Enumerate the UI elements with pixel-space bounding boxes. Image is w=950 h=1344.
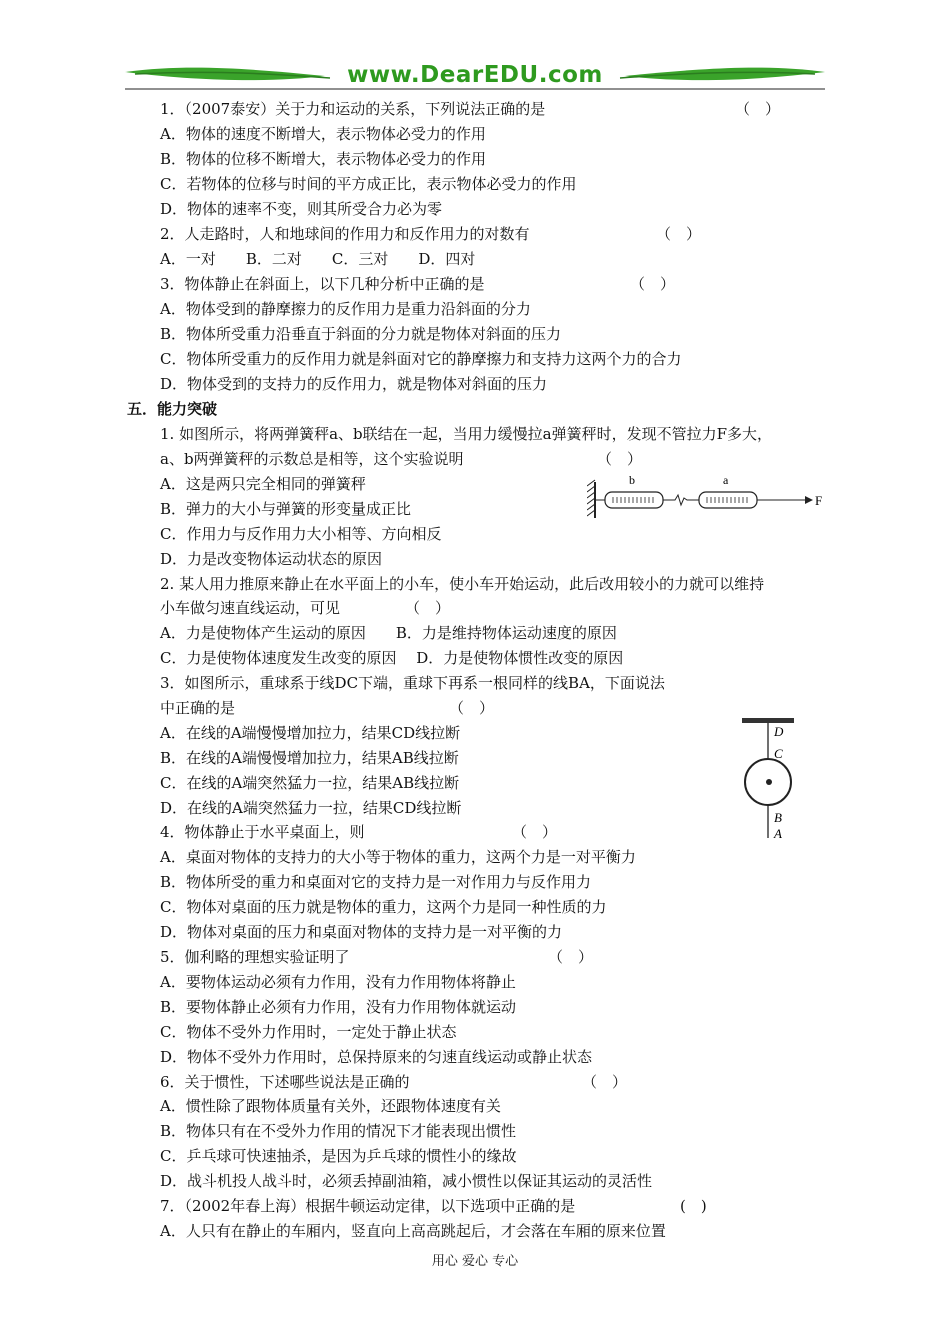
text-line: 中正确的是 xyxy=(160,699,236,717)
text-line: A．在线的A端慢慢增加拉力，结果CD线拉断 xyxy=(160,724,461,742)
text-line: 1．（2007泰安）关于力和运动的关系，下列说法正确的是 xyxy=(160,100,546,118)
answer-bracket: （ ） xyxy=(597,450,643,468)
spring-label-a: a xyxy=(723,473,729,487)
string-label-d: D xyxy=(774,724,784,739)
text-line: C．作用力与反作用力大小相等、方向相反 xyxy=(160,525,442,543)
text-line: C．若物体的位移与时间的平方成正比，表示物体必受力的作用 xyxy=(160,175,577,193)
force-label-f: F xyxy=(815,493,823,508)
text-line: D．物体受到的支持力的反作用力，就是物体对斜面的压力 xyxy=(160,375,548,393)
text-line: D．力是改变物体运动状态的原因 xyxy=(160,550,383,568)
text-line: B．在线的A端慢慢增加拉力，结果AB线拉断 xyxy=(160,749,459,767)
text-line: A．桌面对物体的支持力的大小等于物体的重力，这两个力是一对平衡力 xyxy=(160,848,636,866)
answer-bracket: （ ） xyxy=(735,100,781,118)
text-line: 3．如图所示，重球系于线DC下端，重球下再系一根同样的线BA，下面说法 xyxy=(160,674,665,692)
text-line: D．物体的速率不变，则其所受合力必为零 xyxy=(160,200,443,218)
text-line: C．力是使物体速度发生改变的原因 D．力是使物体惯性改变的原因 xyxy=(160,649,624,667)
string-label-c: C xyxy=(774,746,783,761)
text-line: C．物体对桌面的压力就是物体的重力，这两个力是同一种性质的力 xyxy=(160,898,607,916)
text-line: A．物体的速度不断增大，表示物体必受力的作用 xyxy=(160,125,486,143)
string-label-a: A xyxy=(774,826,782,841)
answer-bracket: （ ） xyxy=(656,225,702,243)
text-line: 6．关于惯性，下述哪些说法是正确的 xyxy=(160,1073,410,1091)
text-line: C．在线的A端突然猛力一拉，结果AB线拉断 xyxy=(160,774,460,792)
answer-bracket: （ ） xyxy=(449,699,495,717)
answer-bracket: （ ） xyxy=(512,823,558,841)
text-line: A．惯性除了跟物体质量有关外，还跟物体速度有关 xyxy=(160,1097,501,1115)
text-line: 5．伽利略的理想实验证明了 xyxy=(160,948,350,966)
text-line: D．在线的A端突然猛力一拉，结果CD线拉断 xyxy=(160,799,462,817)
text-line: A．人只有在静止的车厢内，竖直向上高高跳起后，才会落在车厢的原来位置 xyxy=(160,1222,666,1240)
text-line: a、b两弹簧秤的示数总是相等，这个实验说明 xyxy=(160,450,464,468)
page-footer: 用心 爱心 专心 xyxy=(431,1254,519,1269)
text-line: B．物体所受重力沿垂直于斜面的分力就是物体对斜面的压力 xyxy=(160,325,562,343)
string-label-b: B xyxy=(774,810,782,825)
text-line: B．物体所受的重力和桌面对它的支持力是一对作用力与反作用力 xyxy=(160,873,592,891)
text-line: A．一对 B．二对 C．三对 D．四对 xyxy=(160,250,476,268)
text-line: A．这是两只完全相同的弹簧秤 xyxy=(160,475,366,493)
text-line: B．物体只有在不受外力作用的情况下才能表现出惯性 xyxy=(160,1122,517,1140)
text-line: B．物体的位移不断增大，表示物体必受力的作用 xyxy=(160,150,487,168)
answer-bracket: （ ） xyxy=(630,275,676,293)
page-header xyxy=(125,60,825,94)
text-line: B．弹力的大小与弹簧的形变量成正比 xyxy=(160,500,412,518)
site-url: www.DearEDU.com xyxy=(347,62,603,88)
text-line: D．物体对桌面的压力和桌面对物体的支持力是一对平衡的力 xyxy=(160,923,563,941)
text-line: A．物体受到的静摩擦力的反作用力是重力沿斜面的分力 xyxy=(160,300,531,318)
text-line: 小车做匀速直线运动，可见 xyxy=(160,599,341,617)
answer-bracket: （ ） xyxy=(405,599,451,617)
text-line: D．物体不受外力作用时，总保持原来的匀速直线运动或静止状态 xyxy=(160,1048,593,1066)
text-line: B．要物体静止必须有力作用，没有力作用物体就运动 xyxy=(160,998,517,1016)
text-line: C．物体不受外力作用时，一定处于静止状态 xyxy=(160,1023,457,1041)
text-line: C．乒乓球可快速抽杀，是因为乒乓球的惯性小的缘故 xyxy=(160,1147,517,1165)
text-line: D．战斗机投人战斗时，必须丢掉副油箱，减小惯性以保证其运动的灵活性 xyxy=(160,1172,653,1190)
answer-bracket: （ ） xyxy=(582,1073,628,1091)
section-heading: 五．能力突破 xyxy=(127,400,218,418)
text-line: 4．物体静止于水平桌面上，则 xyxy=(160,823,365,841)
text-line: 7．（2002年春上海）根据牛顿运动定律，以下选项中正确的是 xyxy=(160,1197,576,1215)
text-line: 3．物体静止在斜面上，以下几种分析中正确的是 xyxy=(160,275,485,293)
text-line: A．力是使物体产生运动的原因 B．力是维持物体运动速度的原因 xyxy=(160,624,617,642)
text-line: 2. 某人用力推原来静止在水平面上的小车，使小车开始运动，此后改用较小的力就可以维持 xyxy=(160,575,765,593)
spring-label-b: b xyxy=(629,473,635,487)
hanging-ball-figure xyxy=(738,712,808,842)
text-line: 1. 如图所示，将两弹簧秤a、b联结在一起，当用力缓慢拉a弹簧秤时，发现不管拉力F多大， xyxy=(160,425,772,443)
text-line: A．要物体运动必须有力作用，没有力作用物体将静止 xyxy=(160,973,516,991)
text-line: C．物体所受重力的反作用力就是斜面对它的静摩擦力和支持力这两个力的合力 xyxy=(160,350,682,368)
text-line: 2．人走路时，人和地球间的作用力和反作用力的对数有 xyxy=(160,225,530,243)
answer-bracket: （ ） xyxy=(548,948,594,966)
answer-bracket: ( ) xyxy=(680,1197,707,1215)
spring-scale-figure xyxy=(587,470,827,520)
